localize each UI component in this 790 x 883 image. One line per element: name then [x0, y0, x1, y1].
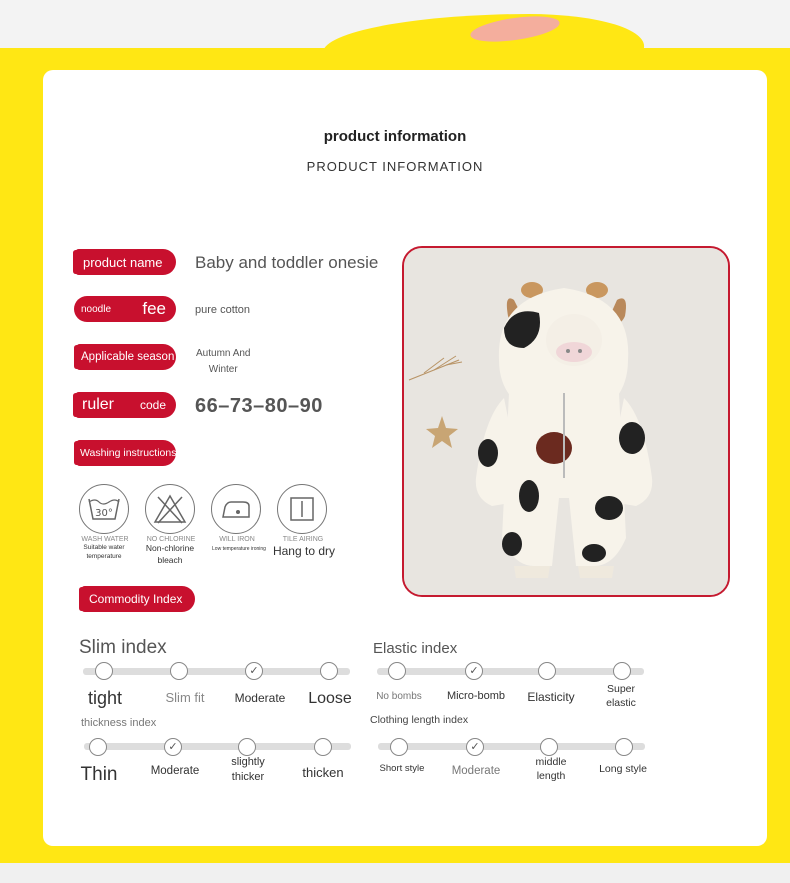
thickness-option-label: Moderate	[150, 765, 200, 777]
length-option-label: Long style	[599, 763, 647, 775]
size-label: ruler code	[75, 392, 176, 418]
length-option-dot[interactable]	[540, 738, 558, 756]
wash-30-icon	[79, 484, 129, 534]
thickness-option-label: Thin	[80, 764, 118, 785]
washing-label: Washing instructions	[76, 440, 176, 466]
product-photo	[402, 246, 730, 597]
hang-dry-caption-top: TILE AIRING	[282, 536, 324, 543]
length-option-dot[interactable]	[390, 738, 408, 756]
length-option-label: Short style	[379, 763, 425, 774]
slim-index-title: Slim index	[79, 637, 167, 658]
slim-option-dot[interactable]	[95, 662, 113, 680]
commodity-index-label: Commodity Index	[81, 586, 195, 612]
thickness-option-dot-selected[interactable]: ✓	[164, 738, 182, 756]
thickness-option-label: slightly thicker	[231, 756, 265, 783]
material-value: pure cotton	[195, 304, 251, 316]
length-option-dot-selected[interactable]: ✓	[466, 738, 484, 756]
slim-option-dot[interactable]	[320, 662, 338, 680]
slim-option-label: Loose	[308, 690, 352, 707]
thickness-option-dot[interactable]	[89, 738, 107, 756]
onesie-illustration	[404, 248, 730, 597]
length-index-title: Clothing length index	[370, 714, 469, 726]
elastic-option-dot[interactable]	[538, 662, 556, 680]
elastic-index-title: Elastic index	[373, 640, 458, 657]
section-subtitle: PRODUCT INFORMATION	[306, 159, 484, 174]
elastic-option-label: Super elastic	[606, 683, 636, 710]
thickness-index-title: thickness index	[81, 717, 157, 729]
hang-dry-caption: Hang to dry	[272, 544, 336, 558]
product-name-label: product name	[75, 249, 176, 275]
no-bleach-icon	[145, 484, 195, 534]
svg-text:30°: 30°	[95, 508, 113, 519]
elastic-index-track	[377, 668, 644, 675]
iron-icon	[211, 484, 261, 534]
length-option-label: middle length	[535, 756, 567, 783]
length-index-track	[378, 743, 645, 750]
length-option-label: Moderate	[451, 765, 501, 777]
slim-option-label: Slim fit	[165, 690, 205, 705]
bottom-strip	[0, 863, 790, 883]
no-bleach-caption: Non-chlorine bleach	[145, 543, 195, 566]
section-title: product information	[323, 128, 467, 145]
iron-caption-top: WILL IRON	[219, 536, 255, 543]
hang-dry-icon	[277, 484, 327, 534]
length-option-dot[interactable]	[615, 738, 633, 756]
elastic-option-dot-selected[interactable]: ✓	[465, 662, 483, 680]
product-name-value: Baby and toddler onesie	[195, 253, 379, 272]
iron-caption: Low temperature ironing	[212, 546, 266, 552]
slim-option-label: Moderate	[234, 691, 286, 705]
wash-30-caption: Suitable water temperature	[83, 544, 125, 561]
thickness-option-label: thicken	[302, 765, 344, 780]
slim-option-dot[interactable]	[170, 662, 188, 680]
material-label: noodle fee	[74, 296, 176, 322]
season-value: Autumn And Winter	[196, 348, 251, 375]
elastic-option-label: Elasticity	[527, 690, 575, 704]
thickness-option-dot[interactable]	[238, 738, 256, 756]
elastic-option-dot[interactable]	[388, 662, 406, 680]
wash-30-caption-top: WASH WATER	[81, 536, 129, 543]
size-value: 66–73–80–90	[195, 395, 323, 417]
no-bleach-caption-top: NO CHLORINE	[146, 536, 196, 543]
slim-option-dot-selected[interactable]: ✓	[245, 662, 263, 680]
thickness-index-track	[84, 743, 351, 750]
elastic-option-label: No bombs	[376, 691, 422, 702]
elastic-option-label: Micro-bomb	[446, 690, 506, 702]
slim-index-track	[83, 668, 350, 675]
elastic-option-dot[interactable]	[613, 662, 631, 680]
slim-option-label: tight	[87, 688, 123, 708]
season-label: Applicable season	[76, 344, 176, 370]
thickness-option-dot[interactable]	[314, 738, 332, 756]
